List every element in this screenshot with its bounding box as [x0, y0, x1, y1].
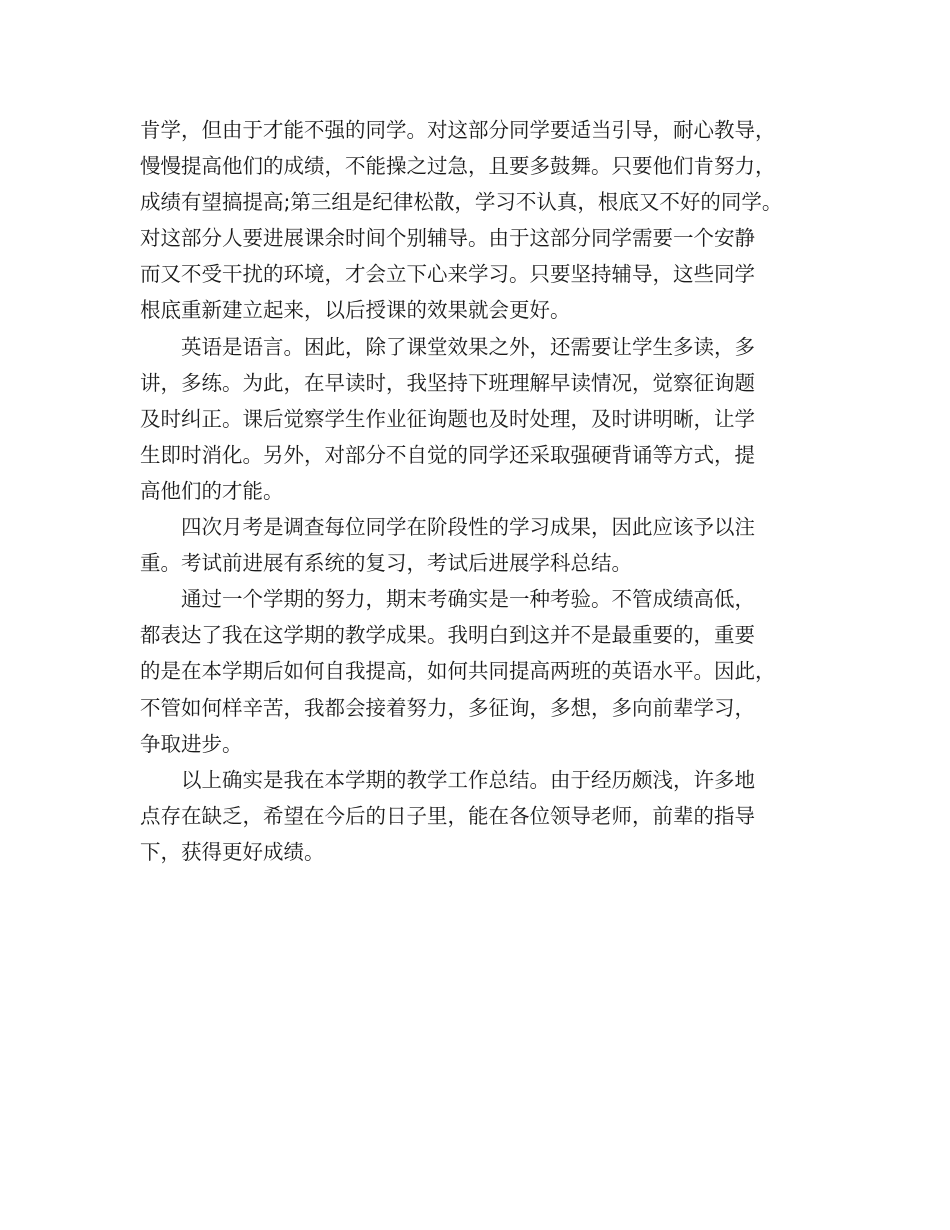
text-line: 高他们的才能。 — [140, 478, 284, 503]
text-line: 对这部分人要进展课余时间个别辅导。由于这部分同学需要一个安静 — [140, 226, 755, 251]
text-line: 重。考试前进展有系统的复习，考试后进展学科总结。 — [140, 551, 632, 576]
text-line: 以上确实是我在本学期的教学工作总结。由于经历颇浅，许多地 — [181, 767, 755, 792]
text-line: 不管如何样辛苦，我都会接着努力，多征询，多想，多向前辈学习， — [140, 695, 755, 720]
document-body — [140, 112, 830, 870]
text-line: 的是在本学期后如何自我提高，如何共同提高两班的英语水平。因此， — [140, 659, 776, 684]
text-line: 根底重新建立起来，以后授课的效果就会更好。 — [140, 298, 571, 323]
text-line: 肯学，但由于才能不强的同学。对这部分同学要适当引导，耐心教导， — [140, 118, 776, 142]
text-line: 而又不受干扰的环境，才会立下心来学习。只要坚持辅导，这些同学 — [140, 262, 755, 287]
paragraph-4 — [140, 581, 830, 761]
text-line: 下，获得更好成绩。 — [140, 839, 325, 864]
text-line: 讲，多练。为此，在早读时，我坚持下班理解早读情况，觉察征询题 — [140, 370, 755, 395]
text-line: 都表达了我在这学期的教学成果。我明白到这并不是最重要的，重要 — [140, 623, 755, 648]
text-line: 慢慢提高他们的成绩，不能操之过急，且要多鼓舞。只要他们肯努力， — [140, 154, 776, 179]
paragraph-5 — [140, 762, 830, 870]
paragraph-2 — [140, 329, 830, 509]
text-line: 英语是语言。困此，除了课堂效果之外，还需要让学生多读，多 — [181, 334, 755, 359]
text-line: 四次月考是调查每位同学在阶段性的学习成果，因此应该予以注 — [181, 515, 755, 540]
paragraph-3 — [140, 509, 830, 581]
text-line: 通过一个学期的努力，期末考确实是一种考验。不管成绩高低， — [181, 587, 755, 612]
paragraph-1 — [140, 112, 830, 329]
text-line: 争取进步。 — [140, 731, 243, 756]
text-line: 成绩有望搞提高;第三组是纪律松散，学习不认真，根底又不好的同学。 — [140, 190, 783, 215]
text-line: 生即时消化。另外，对部分不自觉的同学还采取强硬背诵等方式，提 — [140, 442, 755, 467]
text-line: 及时纠正。课后觉察学生作业征询题也及时处理，及时讲明晰，让学 — [140, 406, 755, 431]
text-line: 点存在缺乏，希望在今后的日子里，能在各位领导老师，前辈的指导 — [140, 803, 755, 828]
